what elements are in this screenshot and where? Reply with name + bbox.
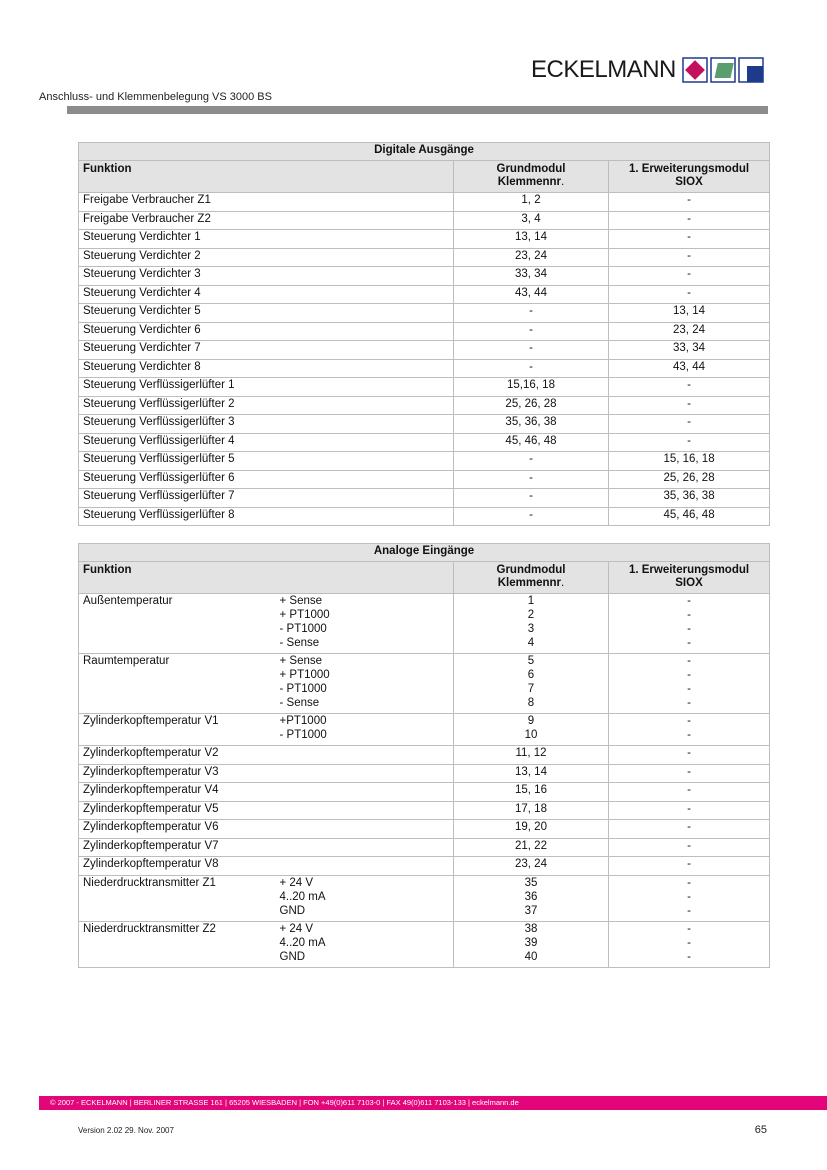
cell-erweiterungsmodul: - xyxy=(609,433,770,452)
page-number: 65 xyxy=(754,1124,767,1136)
table-row xyxy=(79,714,770,746)
cell-erweiterungsmodul: - xyxy=(609,230,770,249)
cell-erweiterungsmodul: 45, 46, 48 xyxy=(609,507,770,526)
cell-grundmodul: - xyxy=(454,489,609,508)
table-title: Analoge Eingänge xyxy=(79,544,770,562)
cell-erweiterungsmodul: - xyxy=(609,285,770,304)
analog-inputs-table xyxy=(78,543,770,968)
cell-signal xyxy=(276,783,454,802)
cell-funktion: Zylinderkopftemperatur V8 xyxy=(79,857,276,876)
cell-erweiterungsmodul: - xyxy=(609,396,770,415)
cell-erweiterungsmodul: 15, 16, 18 xyxy=(609,452,770,471)
cell-grundmodul: 35, 36, 38 xyxy=(454,415,609,434)
table-row xyxy=(79,470,770,489)
cell-signal xyxy=(276,764,454,783)
table-row xyxy=(79,654,770,714)
cell-erweiterungsmodul: - xyxy=(609,378,770,397)
cell-grundmodul: - xyxy=(454,304,609,323)
header-erweiterungsmodul: 1. Erweiterungsmodul SIOX xyxy=(609,161,770,193)
table-row xyxy=(79,433,770,452)
cell-grundmodul: 19, 20 xyxy=(454,820,609,839)
cell-grundmodul: 23, 24 xyxy=(454,857,609,876)
footer-copyright: © 2007 - ECKELMANN | BERLINER STRASSE 161 | 65205 WIESBADEN | FON +49(0)611 7103-0 | FAX 49(0)611 7103-133 | eckelmann.de xyxy=(50,1098,519,1107)
table-row xyxy=(79,415,770,434)
cell-funktion: Niederdrucktransmitter Z1 xyxy=(79,875,276,921)
cell-erweiterungsmodul: - xyxy=(609,801,770,820)
table-row xyxy=(79,304,770,323)
cell-funktion: Steuerung Verdichter 8 xyxy=(79,359,454,378)
cell-funktion: Außentemperatur xyxy=(79,594,276,654)
cell-grundmodul: - xyxy=(454,470,609,489)
table-row xyxy=(79,285,770,304)
cell-funktion: Steuerung Verflüssigerlüfter 4 xyxy=(79,433,454,452)
brand-name: ECKELMANN xyxy=(531,56,676,83)
table-row xyxy=(79,230,770,249)
table-row xyxy=(79,489,770,508)
cell-grundmodul: 17, 18 xyxy=(454,801,609,820)
cell-funktion: Steuerung Verdichter 1 xyxy=(79,230,454,249)
cell-funktion: Zylinderkopftemperatur V4 xyxy=(79,783,276,802)
cell-grundmodul: 11, 12 xyxy=(454,746,609,765)
table-row xyxy=(79,378,770,397)
cell-signal xyxy=(276,857,454,876)
cell-signal xyxy=(276,838,454,857)
cell-signal: + Sense + PT1000 - PT1000 - Sense xyxy=(276,594,454,654)
cell-funktion: Steuerung Verdichter 2 xyxy=(79,248,454,267)
cell-erweiterungsmodul: 33, 34 xyxy=(609,341,770,360)
cell-grundmodul: 5 6 7 8 xyxy=(454,654,609,714)
cell-signal xyxy=(276,746,454,765)
cell-funktion: Steuerung Verflüssigerlüfter 7 xyxy=(79,489,454,508)
table-row xyxy=(79,452,770,471)
cell-funktion: Steuerung Verdichter 5 xyxy=(79,304,454,323)
cell-signal: + 24 V 4..20 mA GND xyxy=(276,921,454,967)
cell-erweiterungsmodul: - - - xyxy=(609,921,770,967)
version-info: Version 2.02 29. Nov. 2007 xyxy=(78,1126,174,1135)
cell-grundmodul: 21, 22 xyxy=(454,838,609,857)
cell-grundmodul: 15, 16 xyxy=(454,783,609,802)
cell-funktion: Steuerung Verdichter 4 xyxy=(79,285,454,304)
cell-grundmodul: 33, 34 xyxy=(454,267,609,286)
cell-signal xyxy=(276,820,454,839)
header-divider xyxy=(67,106,768,114)
cell-erweiterungsmodul: - xyxy=(609,820,770,839)
cell-grundmodul: 35 36 37 xyxy=(454,875,609,921)
cell-erweiterungsmodul: - xyxy=(609,248,770,267)
table-row xyxy=(79,764,770,783)
cell-erweiterungsmodul: - - xyxy=(609,714,770,746)
cell-grundmodul: 1, 2 xyxy=(454,193,609,212)
digital-outputs-table xyxy=(78,142,770,526)
table-row xyxy=(79,359,770,378)
cell-funktion: Zylinderkopftemperatur V5 xyxy=(79,801,276,820)
header-grundmodul: Grundmodul Klemmennr. xyxy=(454,562,609,594)
logo-squares-icon xyxy=(682,57,766,83)
cell-grundmodul: 13, 14 xyxy=(454,230,609,249)
cell-grundmodul: 43, 44 xyxy=(454,285,609,304)
cell-grundmodul: 13, 14 xyxy=(454,764,609,783)
table-row xyxy=(79,248,770,267)
cell-grundmodul: 23, 24 xyxy=(454,248,609,267)
cell-grundmodul: 45, 46, 48 xyxy=(454,433,609,452)
table-row xyxy=(79,193,770,212)
cell-grundmodul: 38 39 40 xyxy=(454,921,609,967)
cell-funktion: Zylinderkopftemperatur V7 xyxy=(79,838,276,857)
cell-funktion: Zylinderkopftemperatur V2 xyxy=(79,746,276,765)
table-row xyxy=(79,783,770,802)
header-funktion: Funktion xyxy=(79,161,454,193)
cell-grundmodul: - xyxy=(454,452,609,471)
cell-erweiterungsmodul: 35, 36, 38 xyxy=(609,489,770,508)
header-erweiterungsmodul: 1. Erweiterungsmodul SIOX xyxy=(609,562,770,594)
cell-erweiterungsmodul: - xyxy=(609,857,770,876)
cell-erweiterungsmodul: - xyxy=(609,746,770,765)
cell-funktion: Zylinderkopftemperatur V6 xyxy=(79,820,276,839)
header-grundmodul: Grundmodul Klemmennr. xyxy=(454,161,609,193)
cell-grundmodul: - xyxy=(454,341,609,360)
cell-signal: + Sense + PT1000 - PT1000 - Sense xyxy=(276,654,454,714)
table-title: Digitale Ausgänge xyxy=(79,143,770,161)
table-row xyxy=(79,211,770,230)
cell-signal: + 24 V 4..20 mA GND xyxy=(276,875,454,921)
table-row xyxy=(79,746,770,765)
cell-erweiterungsmodul: 13, 14 xyxy=(609,304,770,323)
cell-grundmodul: 15,16, 18 xyxy=(454,378,609,397)
cell-funktion: Zylinderkopftemperatur V1 xyxy=(79,714,276,746)
cell-erweiterungsmodul: - - - xyxy=(609,875,770,921)
table-row xyxy=(79,857,770,876)
cell-funktion: Steuerung Verdichter 7 xyxy=(79,341,454,360)
cell-funktion: Steuerung Verdichter 6 xyxy=(79,322,454,341)
table-row xyxy=(79,921,770,967)
table-row xyxy=(79,838,770,857)
cell-funktion: Steuerung Verflüssigerlüfter 3 xyxy=(79,415,454,434)
cell-grundmodul: 9 10 xyxy=(454,714,609,746)
cell-erweiterungsmodul: - xyxy=(609,838,770,857)
cell-grundmodul: - xyxy=(454,507,609,526)
document-subtitle: Anschluss- und Klemmenbelegung VS 3000 BS xyxy=(39,91,272,103)
cell-erweiterungsmodul: - xyxy=(609,415,770,434)
table-row xyxy=(79,507,770,526)
cell-grundmodul: - xyxy=(454,359,609,378)
cell-erweiterungsmodul: 43, 44 xyxy=(609,359,770,378)
eckelmann-logo xyxy=(531,56,766,84)
cell-erweiterungsmodul: 23, 24 xyxy=(609,322,770,341)
cell-erweiterungsmodul: - - - - xyxy=(609,594,770,654)
cell-grundmodul: 1 2 3 4 xyxy=(454,594,609,654)
cell-erweiterungsmodul: - xyxy=(609,193,770,212)
cell-funktion: Freigabe Verbraucher Z2 xyxy=(79,211,454,230)
cell-erweiterungsmodul: 25, 26, 28 xyxy=(609,470,770,489)
table-row xyxy=(79,801,770,820)
table-row xyxy=(79,820,770,839)
cell-funktion: Steuerung Verdichter 3 xyxy=(79,267,454,286)
cell-funktion: Steuerung Verflüssigerlüfter 8 xyxy=(79,507,454,526)
cell-erweiterungsmodul: - - - - xyxy=(609,654,770,714)
cell-erweiterungsmodul: - xyxy=(609,783,770,802)
cell-signal xyxy=(276,801,454,820)
cell-funktion: Freigabe Verbraucher Z1 xyxy=(79,193,454,212)
cell-funktion: Steuerung Verflüssigerlüfter 6 xyxy=(79,470,454,489)
cell-funktion: Niederdrucktransmitter Z2 xyxy=(79,921,276,967)
cell-funktion: Raumtemperatur xyxy=(79,654,276,714)
cell-funktion: Steuerung Verflüssigerlüfter 2 xyxy=(79,396,454,415)
cell-grundmodul: 3, 4 xyxy=(454,211,609,230)
cell-funktion: Steuerung Verflüssigerlüfter 1 xyxy=(79,378,454,397)
cell-erweiterungsmodul: - xyxy=(609,211,770,230)
table-row xyxy=(79,267,770,286)
header-funktion: Funktion xyxy=(79,562,454,594)
table-row xyxy=(79,322,770,341)
table-row xyxy=(79,341,770,360)
cell-signal: +PT1000 - PT1000 xyxy=(276,714,454,746)
table-row xyxy=(79,875,770,921)
cell-grundmodul: 25, 26, 28 xyxy=(454,396,609,415)
table-row xyxy=(79,594,770,654)
cell-funktion: Zylinderkopftemperatur V3 xyxy=(79,764,276,783)
cell-funktion: Steuerung Verflüssigerlüfter 5 xyxy=(79,452,454,471)
table-row xyxy=(79,396,770,415)
cell-grundmodul: - xyxy=(454,322,609,341)
cell-erweiterungsmodul: - xyxy=(609,267,770,286)
cell-erweiterungsmodul: - xyxy=(609,764,770,783)
